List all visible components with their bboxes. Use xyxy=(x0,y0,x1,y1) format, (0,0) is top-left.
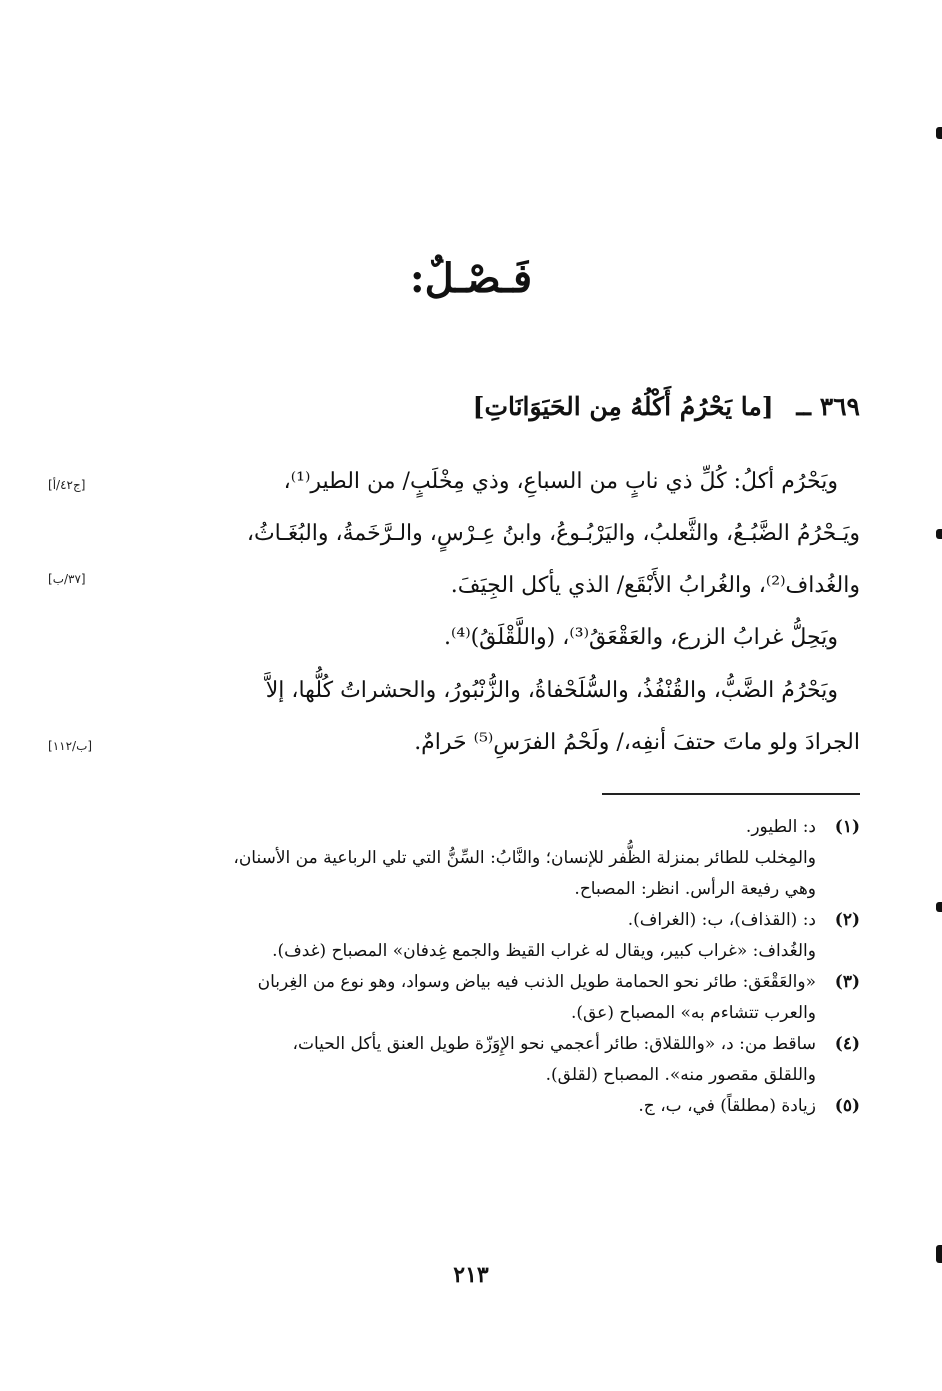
footnote-number: (٤) xyxy=(834,1034,860,1054)
footnote xyxy=(100,967,860,998)
page-number: ٢١٣ xyxy=(453,1262,489,1288)
footnote-continuation xyxy=(100,1060,860,1091)
footnote-number: (٥) xyxy=(834,1096,860,1116)
heading-number: ٣٦٩ ــ xyxy=(796,392,860,421)
paragraph-1 xyxy=(100,456,860,612)
footnote-continuation xyxy=(100,998,860,1029)
footnote-continuation xyxy=(100,936,860,967)
paragraph-line: ويَحْرُمُ الضَّبُّ، والقُنْفُذُ، والسُّلَحْفاةُ، والزُّنْبُورُ، والحشراتُ كُلُّها، إلاَّ xyxy=(265,678,838,703)
section-heading xyxy=(100,392,860,421)
footnote-continuation xyxy=(100,874,860,905)
footnote-text: زيادة (مطلقاً) في، ب، ج. xyxy=(638,1096,816,1116)
scan-edge-mark xyxy=(936,1245,942,1263)
scan-edge-mark xyxy=(936,127,942,139)
margin-reference: [ب/١١٢] xyxy=(48,739,93,753)
paragraph-line: والغُداف⁽²⁾، والغُرابُ الأَبْقَع/ الذي يأكل الجِيَفَ. xyxy=(450,573,860,598)
footnote-text: وهي رفيعة الرأس. انظر: المصباح. xyxy=(574,879,816,899)
footnote-text: والغُداف: «غراب كبير، ويقال له غراب القيظ والجمع غِدفان» المصباح (غدف). xyxy=(272,941,816,961)
footnotes xyxy=(100,812,860,1122)
scan-edge-mark xyxy=(936,902,942,912)
paragraph-line: الجرادَ ولو ماتَ حتفَ أنفِه،/ ولَحْمُ الفرَسِ⁽⁵⁾ حَرامٌ. xyxy=(414,730,860,755)
footnote xyxy=(100,1029,860,1060)
footnote-text: ساقط من: د، «واللقلاق: طائر أعجمي نحو الإِوَزّة طويل العنق يأكل الحيات، xyxy=(292,1034,816,1054)
paragraph-line: ويَحْرُم أكلُ: كُلِّ ذي نابٍ من السباعِ، وذي مِخْلَبٍ/ من الطير⁽¹⁾، xyxy=(283,469,838,494)
footnote-text: د: الطيور. xyxy=(745,817,816,837)
footnote xyxy=(100,905,860,936)
scan-edge-mark xyxy=(936,529,942,539)
footnote-divider xyxy=(602,793,860,795)
footnote-text: واللقلق مقصور منه». المصباح (لقلق). xyxy=(545,1065,816,1085)
footnote xyxy=(100,812,860,843)
footnote-text: د: (القذاف)، ب: (الغراف). xyxy=(627,910,816,930)
section-title: فَـصْـلٌ: xyxy=(409,255,533,302)
footnote-text: والمِخلب للطائر بمنزلة الظُّفر للإنسان؛ والنَّابُ: السِّنُّ التي تلي الرباعية من الأسنان، xyxy=(233,848,816,868)
footnote xyxy=(100,1091,860,1122)
footnote-continuation xyxy=(100,843,860,874)
footnote-text: والعرب تتشاءم به» المصباح (عق). xyxy=(570,1003,816,1023)
heading-text: [ما يَحْرُمُ أَكْلُهُ مِن الحَيَوَانَاتِ] xyxy=(472,392,774,421)
footnote-number: (١) xyxy=(834,817,860,837)
paragraph-line: ويَحِلُّ غرابُ الزرع، والعَقْعَقُ⁽³⁾، (واللَّقْلَقُ)⁽⁴⁾. xyxy=(443,625,838,650)
paragraph-2 xyxy=(100,612,860,664)
paragraph-3 xyxy=(100,665,860,769)
footnote-number: (٢) xyxy=(834,910,860,930)
footnote-text: «والعَقْعَق: طائر نحو الحمامة طويل الذنب فيه بياض وسواد، وهو نوع من الغِربان xyxy=(257,972,816,992)
margin-reference: [٣٧/ب] xyxy=(48,572,86,586)
margin-reference: [ج٤٢/أ] xyxy=(48,478,86,492)
paragraph-line: ويَـحْرُمُ الضَّبُـعُ، والثَّعلبُ، واليَرْبُـوعُ، وابنُ عِـرْسٍ، والـرَّخَمةُ، والبُغَـاثُ، xyxy=(246,521,860,546)
footnote-number: (٣) xyxy=(834,972,860,992)
